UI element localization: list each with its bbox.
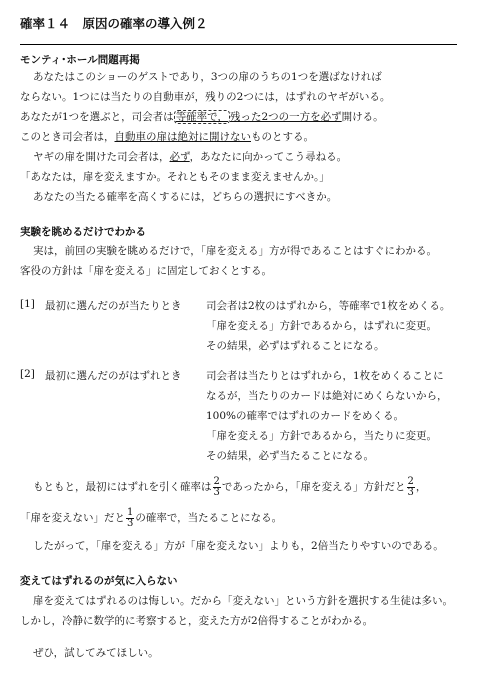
text-span: もともと，最初にはずれを引く確率は xyxy=(33,481,212,493)
underlined-text: 残った2つの一方を必ず xyxy=(229,111,342,123)
paragraph-line: したがって，「扉を変える」方が「扉を変えない」よりも，2倍当たりやすいのである。 xyxy=(33,540,444,552)
text-span: ，あなたに向かってこう尋ねる。 xyxy=(189,151,348,163)
text-span: ヤギの扉を開けた司会者は， xyxy=(33,151,170,163)
text-span: 「扉を変えない」だと xyxy=(20,512,125,524)
text-span: ものとする。 xyxy=(251,131,314,143)
section-heading-regret: 変えてはずれるのが気に入らない xyxy=(20,575,178,587)
paragraph-line: 客役の方針は「扉を変える」に固定しておくとする。 xyxy=(20,265,272,277)
text-span: であったから，「扉を変える」方針だと xyxy=(221,481,406,493)
paragraph-line: あなたの当たる確率を高くするには，どちらの選択にすべきか。 xyxy=(33,191,338,203)
highlight-equal-probability: 等確率で， xyxy=(175,111,228,123)
case-text: その結果，必ず当たることになる。 xyxy=(206,450,374,462)
paragraph-line: あなたはこのショーのゲストであり，3つの扉のうちの1つを選ばなければ xyxy=(33,71,382,83)
fraction-two-thirds xyxy=(213,477,221,498)
text-span: ， xyxy=(415,481,427,493)
case-text: 「扉を変える」方針であるから，はずれに変更。 xyxy=(206,320,437,332)
text-span: あなたが1つを選ぶと，司会者は xyxy=(20,111,174,123)
case-number: [2] xyxy=(20,368,35,380)
case-number: [1] xyxy=(20,298,35,310)
fraction-denominator: 3 xyxy=(127,517,134,529)
fraction-numerator: 2 xyxy=(407,475,414,487)
case-text: その結果，必ずはずれることになる。 xyxy=(206,340,385,352)
paragraph-line: ぜひ，試してみてほしい。 xyxy=(33,647,159,659)
text-span: 開ける。 xyxy=(341,111,384,123)
paragraph-line xyxy=(20,505,282,531)
fraction-denominator: 3 xyxy=(213,486,220,498)
paragraph-line: 扉を変えてはずれるのは悔しい。だから「変えない」という方針を選択する生徒は多い。 xyxy=(33,595,453,607)
case-text: なるが，当たりのカードは絶対にめくらないから， xyxy=(206,390,448,402)
paragraph-line: 実は，前回の実験を眺めるだけで，「扉を変える」方が得であることはすぐにわかる。 xyxy=(33,245,438,257)
paragraph-line xyxy=(33,149,347,164)
fraction-numerator: 2 xyxy=(213,475,220,487)
fraction-one-third xyxy=(126,508,134,529)
page-title: 確率１４ 原因の確率の導入例２ xyxy=(20,16,208,31)
paragraph-line: ならない。1つには当たりの自動車が，残りの2つには，はずれのヤギがいる。 xyxy=(20,91,391,103)
paragraph-line xyxy=(33,474,426,500)
fraction-denominator: 3 xyxy=(407,486,414,498)
case-text: 司会者は2枚のはずれから，等確率で1枚をめくる。 xyxy=(206,300,451,312)
paragraph-line: しかし，冷静に数学的に考察すると，変えた方が2倍得することがわかる。 xyxy=(20,615,374,627)
fraction-numerator: 1 xyxy=(127,506,134,518)
case-text: 「扉を変える」方針であるから，当たりに変更。 xyxy=(206,430,437,442)
case-text: 司会者は当たりとはずれから，1枚をめくることに xyxy=(206,370,444,382)
case-label: 最初に選んだのがはずれとき xyxy=(45,370,182,382)
quote-line: 「あなたは，扉を変えますか。それともそのまま変えませんか。」 xyxy=(20,171,330,183)
paragraph-line xyxy=(20,129,314,144)
underlined-text: 自動車の扉は絶対に開けない xyxy=(114,131,251,143)
case-label: 最初に選んだのが当たりとき xyxy=(45,300,182,312)
section-heading-experiment: 実験を眺めるだけでわかる xyxy=(20,226,146,238)
underlined-text: 必ず xyxy=(169,151,190,163)
case-text: 100%の確率ではずれのカードをめくる。 xyxy=(206,410,405,422)
text-span: このとき司会者は， xyxy=(20,131,115,143)
title-divider xyxy=(20,44,457,45)
fraction-two-thirds xyxy=(407,477,415,498)
paragraph-line xyxy=(20,109,384,124)
section-heading-monty-hall: モンティ･ホール問題再掲 xyxy=(20,54,140,66)
text-span: の確率で，当たることになる。 xyxy=(135,512,283,524)
